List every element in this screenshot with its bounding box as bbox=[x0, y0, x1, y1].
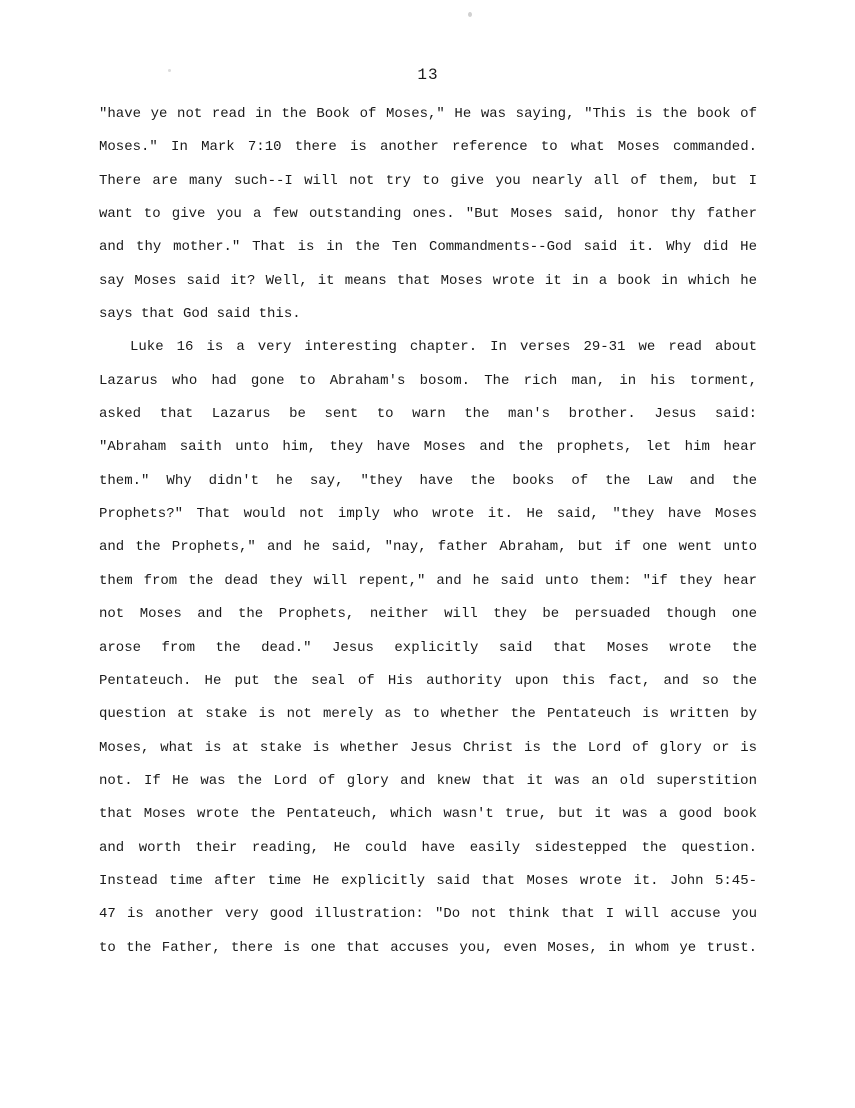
text-line: to the Father, there is one that accuses you, even Moses, in whom ye trust. bbox=[99, 939, 757, 956]
text-line: There are many such--I will not try to give you nearly all of them, but I bbox=[99, 172, 757, 189]
text-line: Moses." In Mark 7:10 there is another reference to what Moses commanded. bbox=[99, 139, 757, 156]
text-line: and thy mother." That is in the Ten Commandments--God said it. Why did He bbox=[99, 239, 757, 256]
text-line: Luke 16 is a very interesting chapter. In verses 29-31 we read about bbox=[130, 339, 757, 356]
text-line: Prophets?" That would not imply who wrote it. He said, "they have Moses bbox=[99, 506, 757, 523]
text-line: them." Why didn't he say, "they have the books of the Law and the bbox=[99, 472, 757, 489]
text-line: question at stake is not merely as to whether the Pentateuch is written by bbox=[99, 706, 757, 723]
text-line: arose from the dead." Jesus explicitly said that Moses wrote the bbox=[99, 639, 757, 656]
text-line: and worth their reading, He could have easily sidestepped the question. bbox=[99, 839, 757, 856]
text-line: not Moses and the Prophets, neither will they be persuaded though one bbox=[99, 606, 757, 623]
text-line: "Abraham saith unto him, they have Moses and the prophets, let him hear bbox=[99, 439, 757, 456]
scan-speck bbox=[468, 12, 472, 17]
text-line: that Moses wrote the Pentateuch, which wasn't true, but it was a good book bbox=[99, 806, 757, 823]
text-line: not. If He was the Lord of glory and knew that it was an old superstition bbox=[99, 772, 757, 789]
text-line: and the Prophets," and he said, "nay, father Abraham, but if one went unto bbox=[99, 539, 757, 556]
text-line: says that God said this. bbox=[99, 306, 301, 323]
text-line: want to give you a few outstanding ones. "But Moses said, honor thy father bbox=[99, 206, 757, 223]
text-line: Lazarus who had gone to Abraham's bosom. The rich man, in his torment, bbox=[99, 372, 757, 389]
text-line: Instead time after time He explicitly said that Moses wrote it. John 5:45- bbox=[99, 872, 757, 889]
text-line: "have ye not read in the Book of Moses," He was saying, "This is the book of bbox=[99, 106, 757, 122]
text-line: Pentateuch. He put the seal of His authority upon this fact, and so the bbox=[99, 672, 757, 689]
text-line: asked that Lazarus be sent to warn the man's brother. Jesus said: bbox=[99, 406, 757, 423]
page-number: 13 bbox=[417, 66, 439, 84]
text-line: Moses, what is at stake is whether Jesus Christ is the Lord of glory or is bbox=[99, 739, 757, 756]
text-line: them from the dead they will repent," and he said unto them: "if they hear bbox=[99, 572, 757, 589]
page-text bbox=[99, 98, 757, 965]
text-line: 47 is another very good illustration: "Do not think that I will accuse you bbox=[99, 906, 757, 923]
text-line: say Moses said it? Well, it means that Moses wrote it in a book in which he bbox=[99, 272, 757, 289]
